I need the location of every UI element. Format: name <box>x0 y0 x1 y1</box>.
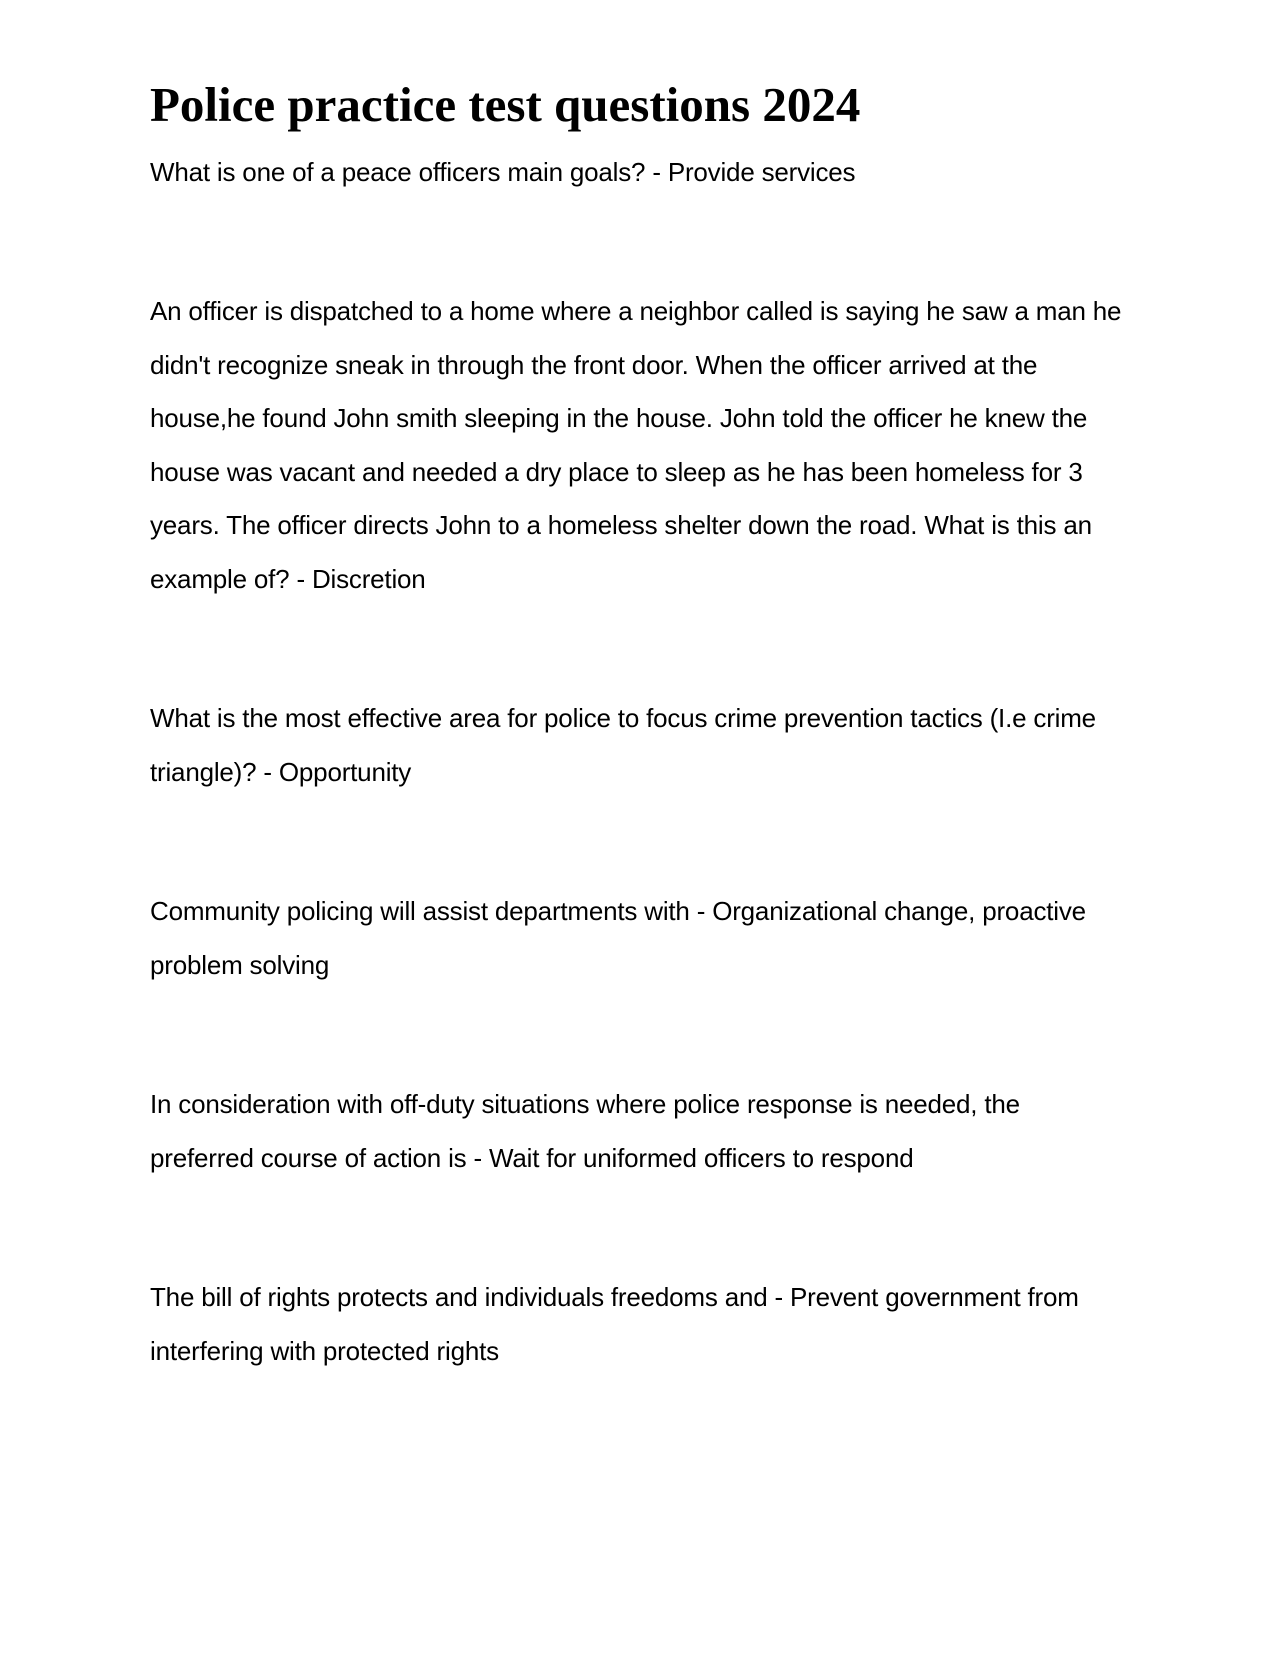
question-answer-3: What is the most effective area for police to focus crime prevention tactics (I.e crime triangle)? - Opportunity <box>150 703 1096 787</box>
page-title: Police practice test questions 2024 <box>150 77 861 132</box>
question-answer-1: What is one of a peace officers main goals? - Provide services <box>150 156 856 187</box>
document-page <box>150 70 1130 1378</box>
question-answer-4: Community policing will assist departments with - Organizational change, proactive problem solving <box>150 896 1086 980</box>
question-answer-2: An officer is dispatched to a home where a neighbor called is saying he saw a man he didn't recognize sneak in through the front door. When the officer arrived at the house,he found John smith sleeping in the house. John told the officer he knew the house was vacant and needed a dry place to sleep as he has been homeless for 3 years. The officer directs John to a homeless shelter down the road. What is this an example of? - Discretion <box>150 296 1122 594</box>
question-answer-5: In consideration with off-duty situations where police response is needed, the preferred course of action is - Wait for uniformed officers to respond <box>150 1089 1020 1173</box>
question-answer-6: The bill of rights protects and individuals freedoms and - Prevent government from interfering with protected rights <box>150 1282 1079 1366</box>
